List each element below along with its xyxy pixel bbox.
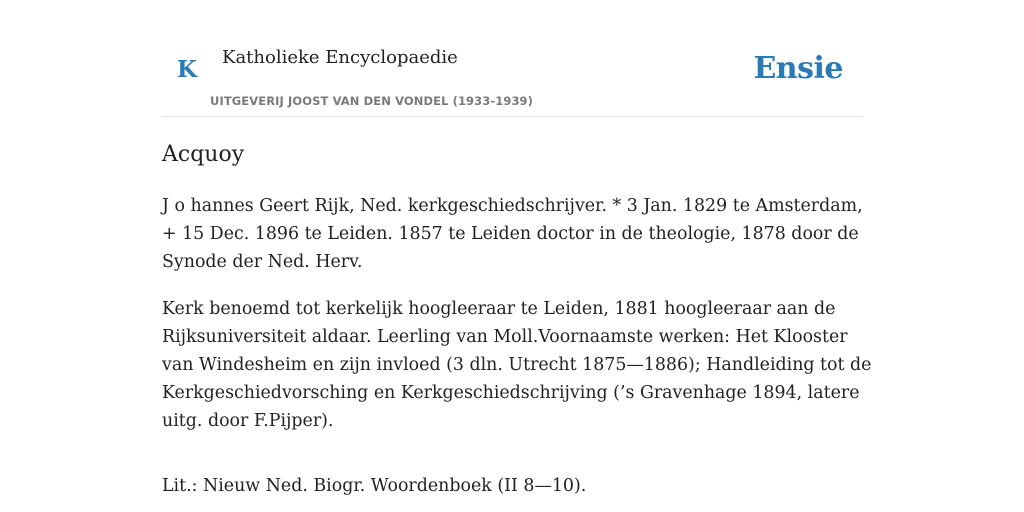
site-header bbox=[162, 0, 862, 117]
article-paragraph: Kerk benoemd tot kerkelijk hoogleeraar te Leiden, 1881 hoogleeraar aan de Rijksuniversiteit aldaar. Leerling van Moll.Voornaamste werken: Het Klooster van Windesheim en zijn invloed (3 dln. Utrecht 1875—1886); Handleiding tot de Kerkgeschiedvorsching en Kerkgeschiedschrijving (’s Gravenhage 1894, latere uitg. door F.Pijper). bbox=[162, 299, 872, 431]
literature-reference: Lit.: Nieuw Ned. Biogr. Woordenboek (II 8—10). bbox=[162, 476, 587, 496]
ensie-brand-link[interactable]: Ensie bbox=[753, 51, 843, 86]
article-title: Acquoy bbox=[162, 142, 245, 167]
publisher-subtitle: UITGEVERIJ JOOST VAN DEN VONDEL (1933-1939) bbox=[210, 94, 533, 108]
article-paragraph: J o hannes Geert Rijk, Ned. kerkgeschiedschrijver. * 3 Jan. 1829 te Amsterdam, + 15 Dec. 1896 te Leiden. 1857 te Leiden doctor in de theologie, 1878 door de Synode der Ned. Herv. bbox=[162, 196, 863, 272]
site-logo-icon[interactable]: K bbox=[177, 56, 197, 83]
article-body bbox=[162, 192, 872, 512]
site-title[interactable]: Katholieke Encyclopaedie bbox=[222, 47, 458, 68]
page bbox=[162, 0, 872, 496]
